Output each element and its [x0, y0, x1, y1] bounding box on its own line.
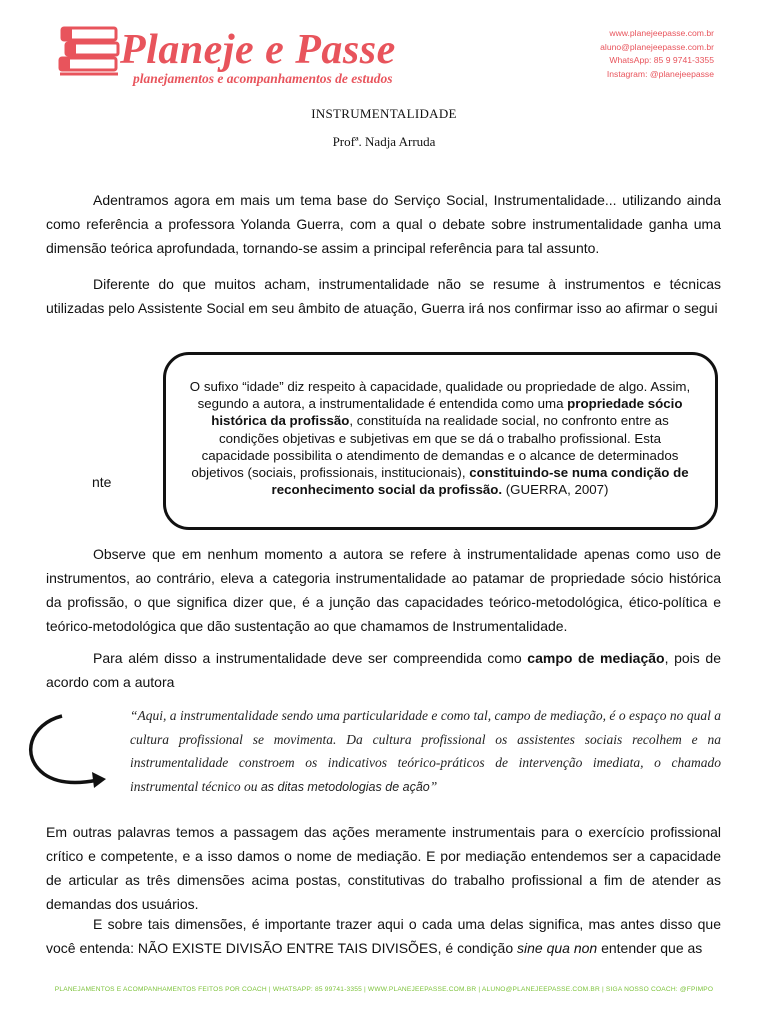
quote-segment: O sufixo “idade” diz respeito à capacidade, qualidade ou propriedade de algo. Assim, segundo a autora, a instrumentalidade é entendida como uma — [189, 379, 691, 412]
document-title: INSTRUMENTALIDADE — [311, 106, 457, 121]
brand-tagline: planejamentos e acompanhamentos de estudos — [133, 71, 393, 86]
quote-bold: constituindo-se numa condição de reconhecimento social da profissão. — [271, 465, 689, 498]
citation-block — [130, 704, 721, 799]
paragraph-difference — [46, 272, 721, 320]
paragraph-segment: E sobre tais dimensões, é importante trazer aqui o cada uma delas significa, mas antes disso que você entenda: NÃO EXISTE DIVISÃO ENTRE TAIS DIVISÕES, é condição — [46, 916, 721, 956]
paragraph-dimensions — [46, 912, 721, 960]
paragraph-in-other-words — [46, 820, 721, 916]
paragraph-text: Em outras palavras temos a passagem das ações meramente instrumentais para o exercício profissional crítico e competente, e a isso damos o nome de mediação. E por mediação entendemos ser a capacidade de articular as três dimensões acima postas, constitutivas do trabalho profissional a fim de atender as demandas dos usuários. — [46, 824, 721, 912]
paragraph-tail: nte — [92, 474, 112, 490]
paragraph-mediation — [46, 646, 721, 694]
quote-bold: propriedade sócio histórica da profissão — [211, 396, 683, 429]
contact-email[interactable]: aluno@planejeepasse.com.br — [600, 41, 714, 52]
citation-close-quote: ” — [429, 778, 438, 794]
paragraph-italic: sine qua non — [517, 940, 598, 956]
paragraph-text: Observe que em nenhum momento a autora se refere à instrumentalidade apenas como uso de instrumentos, ao contrário, eleva a categoria instrumentalidade ao patamar de propriedade sócio histórica da profissão, o que significa dizer que, é a junção das capacidades teórico-metodológica, ético-política e teórico-metodológica que dão sustentação ao que chamamos de Instrumentalidade. — [46, 546, 721, 634]
contact-website[interactable]: www.planejeepasse.com.br — [609, 28, 714, 38]
quote-text — [188, 378, 692, 498]
document-author: Profª. Nadja Arruda — [332, 134, 436, 149]
paragraph-text — [46, 646, 721, 694]
page-footer: PLANEJAMENTOS E ACOMPANHAMENTOS FEITOS POR COACH | WHATSAPP: 85 99741-3355 | WWW.PLANEJEEPASSE.COM.BR | ALUNO@PLANEJEEPASSE.COM.BR | SIGA NOSSO COACH: @FPIMPO — [54, 986, 714, 993]
contact-instagram: Instagram: @planejeepasse — [606, 68, 714, 79]
paragraph-bold: campo de mediação — [527, 650, 665, 666]
paragraph-text: Diferente do que muitos acham, instrumentalidade não se resume à instrumentos e técnicas utilizadas pelo Assistente Social em seu âmbito de atuação, Guerra irá nos confirmar isso ao afirmar o segui — [46, 276, 721, 316]
contact-block — [600, 27, 714, 81]
citation-text-sans: as ditas metodologias de ação — [260, 779, 430, 794]
paragraph-observe — [46, 542, 721, 638]
paragraph-text — [46, 912, 721, 960]
book-stack-icon — [58, 22, 122, 89]
paragraph-segment: entender que as — [597, 940, 703, 956]
quote-segment: , constituída na realidade social, no confronto entre as condições objetivas e subjetivas em que se dá o trabalho profissional. Esta capacidade possibilita o atendimento de demandas e o alcance de determinados objetivos (sociais, profissionais, institucionais), — [191, 413, 679, 481]
quote-reference: (GUERRA, 2007) — [502, 482, 609, 498]
paragraph-intro — [46, 188, 721, 260]
page-header — [0, 0, 768, 100]
brand-name: Planeje e Passe — [120, 27, 396, 73]
citation-text: “Aqui, a instrumentalidade sendo uma particularidade e como tal, campo de mediação, é o espaço no qual a cultura profissional se movimenta. Da cultura profissional os assistentes sociais recolhem e na instrumentalidade constroem os indicativos teórico-práticos de intervenção imediata, o chamado instrumental técnico ou — [130, 708, 721, 794]
contact-whatsapp: WhatsApp: 85 9 9741-3355 — [609, 55, 714, 66]
paragraph-text: Adentramos agora em mais um tema base do Serviço Social, Instrumentalidade... utilizando ainda como referência a professora Yolanda Guerra, com a qual o debate sobre instrumentalidade ganha uma dimensão teórica aprofundada, tornando-se assim a principal referência para tal assunto. — [46, 192, 721, 256]
curved-arrow-icon — [22, 712, 122, 797]
paragraph-segment: , pois de acordo com a autora — [46, 650, 722, 690]
paragraph-segment: Para além disso a instrumentalidade deve ser compreendida como — [93, 650, 528, 666]
